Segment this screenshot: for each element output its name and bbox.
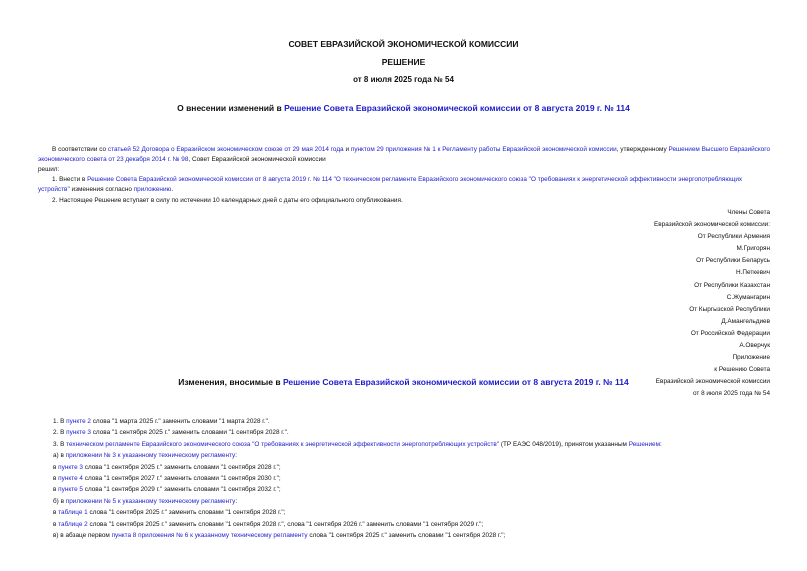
annex-title — [0, 377, 807, 387]
change-item — [53, 450, 773, 461]
change-link[interactable]: приложении № 3 к указанному техническому регламенту — [65, 452, 236, 460]
signature-line: Н.Петкевич — [736, 269, 770, 277]
signature-line: А.Оверчук — [739, 342, 770, 350]
change-text: : — [659, 440, 662, 448]
signature-line: От Республики Казахстан — [694, 281, 770, 289]
preamble-link-point29[interactable]: пунктом 29 приложения № 1 к Регламенту работы Евразийской экономической комиссии — [350, 146, 617, 153]
changes-list — [53, 416, 773, 541]
change-item — [53, 484, 773, 495]
change-item — [53, 530, 773, 541]
change-link[interactable]: пункте 3 — [58, 463, 83, 471]
change-item — [53, 507, 773, 518]
annex-ref-line: Приложение — [732, 354, 770, 361]
preamble-paragraph — [38, 145, 770, 164]
change-item — [53, 439, 773, 450]
change-text: в — [53, 463, 59, 471]
change-link[interactable]: техническом регламенте Евразийского экономического союза "О требованиях к энергетической эффективности энергопотребляющих устройств" — [66, 440, 500, 448]
change-link[interactable]: пункте 4 — [58, 474, 83, 482]
item1-link-annex[interactable]: приложению — [133, 185, 172, 193]
item1-text-1: 1. Внести в — [52, 176, 88, 183]
decision-heading: РЕШЕНИЕ — [381, 57, 426, 67]
preamble-text-1: В соответствии со — [52, 146, 108, 153]
preamble-text-3: , утвержденному — [616, 146, 669, 153]
change-text: : — [235, 452, 237, 460]
council-heading: СОВЕТ ЕВРАЗИЙСКОЙ ЭКОНОМИЧЕСКОЙ КОМИССИИ — [288, 39, 519, 49]
change-text: а) в — [53, 452, 66, 460]
change-item — [53, 496, 773, 507]
preamble-link-article52[interactable]: статьей 52 Договора о Евразийском экономическом союзе от 29 мая 2014 года — [107, 146, 344, 153]
change-text: в — [53, 474, 59, 482]
change-text: в — [53, 509, 59, 517]
signature-line: От Республики Армения — [697, 233, 770, 241]
change-item — [53, 462, 773, 473]
change-item — [53, 427, 773, 438]
signature-line: От Кыргызской Республики — [689, 305, 770, 313]
change-text: слова "1 сентября 2025 г." заменить словами "1 сентября 2028 г.", слова "1 сентября 2026 г." заменить словами "1 сентября 2029 г."; — [87, 520, 484, 528]
title-prefix: О внесении изменений в — [177, 103, 285, 113]
change-item — [53, 416, 773, 427]
item1-link-decision114[interactable]: Решение Совета Евразийской экономической комиссии от 8 августа 2019 г. № 114 "О техническом регламенте Евразийского экономического союза "О требованиях к энергетической эффективности энергопотребляющих устройств" — [38, 176, 743, 193]
signature-line: М.Григорян — [736, 245, 770, 253]
change-link[interactable]: пункте 2 — [66, 418, 91, 425]
change-link[interactable]: приложении № 5 к указанному техническому регламенту — [65, 497, 236, 505]
signature-line: От Республики Беларусь — [696, 257, 770, 265]
annex-title-link[interactable]: Решение Совета Евразийской экономической комиссии от 8 августа 2019 г. № 114 — [282, 377, 629, 387]
decision-item-1 — [38, 175, 770, 194]
change-link-decision[interactable]: Решением — [628, 440, 660, 448]
resolved-word: решил: — [38, 166, 60, 173]
title-link[interactable]: Решение Совета Евразийской экономической комиссии от 8 августа 2019 г. № 114 — [284, 103, 630, 113]
change-text: 3. В — [53, 440, 67, 448]
change-text: в — [53, 486, 59, 494]
change-text: : — [235, 497, 238, 505]
change-link[interactable]: таблице 2 — [58, 520, 88, 528]
change-item — [53, 519, 773, 530]
signature-line: Д.Амангельдиев — [721, 317, 770, 325]
change-link[interactable]: пункта 8 приложения № 6 к указанному техническому регламенту — [111, 531, 308, 539]
item1-text-2: изменения согласно — [69, 185, 134, 193]
change-text: слова "1 сентября 2029 г." заменить словами "1 сентября 2032 г."; — [82, 486, 281, 494]
change-text: в) в абзаце первом — [53, 531, 112, 539]
decision-title — [0, 103, 807, 113]
change-link[interactable]: пункте 5 — [58, 486, 83, 494]
annex-title-prefix: Изменения, вносимые в — [178, 377, 283, 387]
signature-line: Евразийской экономической комиссии: — [654, 221, 770, 229]
annex-ref-line: к Решению Совета — [714, 366, 770, 374]
change-text: слова "1 сентября 2025 г." заменить словами "1 сентября 2028 г."; — [87, 509, 286, 517]
change-text: (ТР ЕАЭС 048/2019), принятом указанным — [499, 440, 629, 448]
signatures-block — [470, 207, 770, 352]
change-text: б) в — [53, 497, 66, 505]
annex-ref-line: Евразийской экономической комиссии — [655, 378, 770, 386]
change-text: слова "1 сентября 2027 г." заменить словами "1 сентября 2030 г."; — [82, 474, 281, 482]
preamble-text-2: и — [343, 146, 351, 153]
change-text: 2. В — [53, 429, 67, 437]
change-text: 1. В — [53, 418, 67, 425]
decision-item-2: 2. Настоящее Решение вступает в силу по истечении 10 календарных дней с даты его официального опубликования. — [52, 197, 403, 204]
change-link[interactable]: пункте 3 — [66, 429, 91, 437]
change-text: слова "1 сентября 2025 г." заменить словами "1 сентября 2028 г."; — [82, 463, 281, 471]
change-text: слова "1 сентября 2025 г." заменить словами "1 сентября 2028 г.". — [90, 429, 289, 437]
change-item — [53, 473, 773, 484]
decision-date: от 8 июля 2025 года № 54 — [353, 75, 454, 84]
preamble-text-4: , Совет Евразийской экономической комиссии — [188, 155, 326, 163]
change-text: слова "1 марта 2025 г." заменить словами "1 марта 2028 г.". — [90, 418, 270, 425]
change-text: в — [53, 520, 59, 528]
signature-line: Члены Совета — [727, 209, 770, 216]
item1-text-3: . — [171, 185, 174, 193]
signature-line: От Российской Федерации — [690, 329, 770, 337]
change-link[interactable]: таблице 1 — [58, 509, 88, 517]
change-text: слова "1 сентября 2025 г." заменить словами "1 сентября 2028 г."; — [307, 531, 506, 539]
annex-ref-line: от 8 июля 2025 года № 54 — [692, 390, 770, 398]
preamble-link-decision98[interactable]: Решением Высшего Евразийского экономического совета от 23 декабря 2014 г. № 98 — [38, 146, 771, 163]
signature-line: С.Жумангарин — [726, 293, 770, 301]
